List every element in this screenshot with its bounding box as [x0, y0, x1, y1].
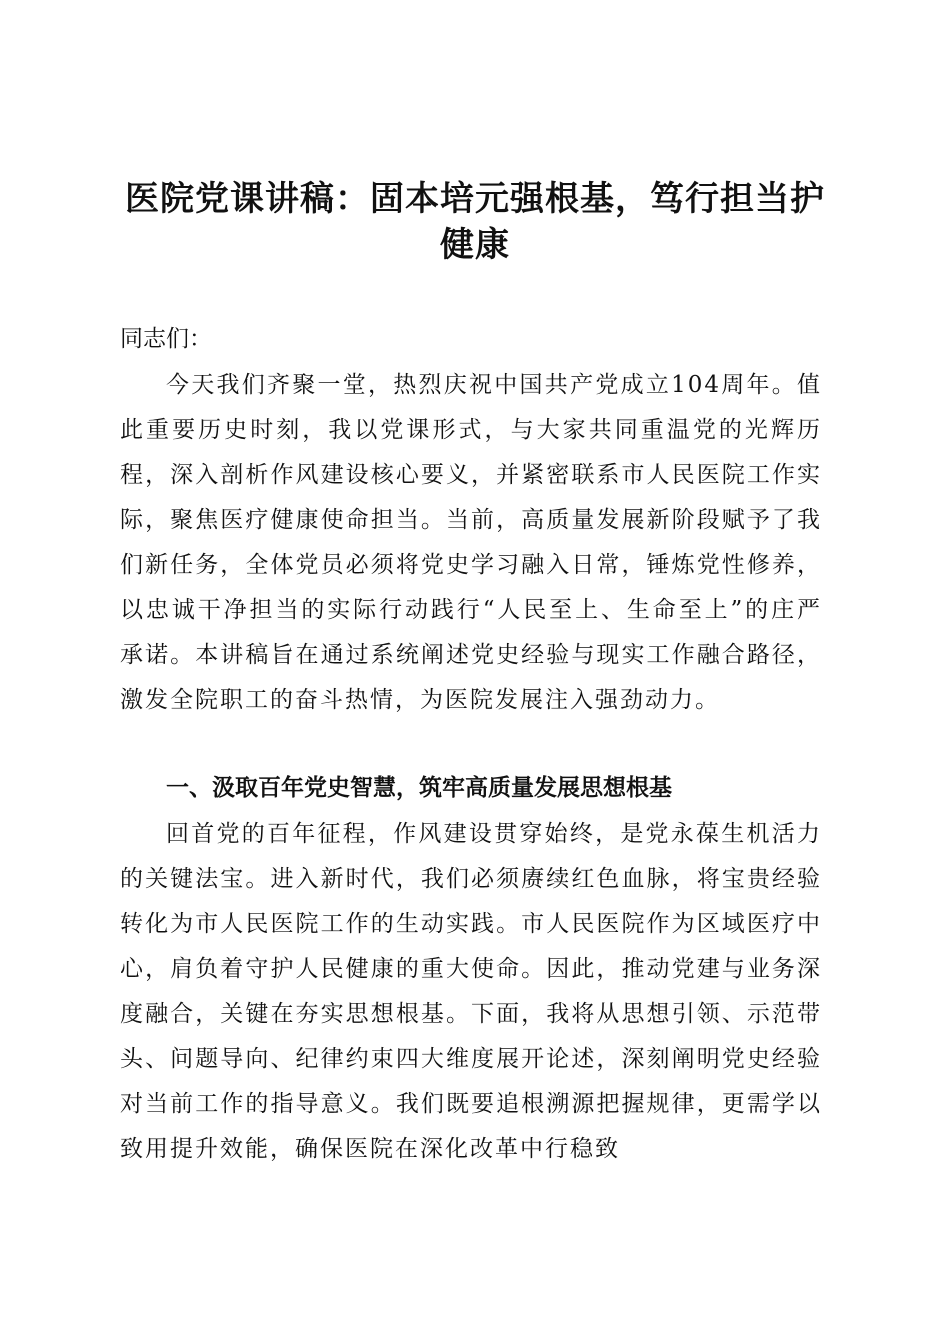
- document-title: 医院党课讲稿：固本培元强根基，笃行担当护健康: [125, 179, 825, 265]
- intro-paragraph: 今天我们齐聚一堂，热烈庆祝中国共产党成立104周年。值此重要历史时刻，我以党课形式，与大家共同重温党的光辉历程，深入剖析作风建设核心要义，并紧密联系市人民医院工作实际，聚焦医疗健康使命担当。当前，高质量发展新阶段赋予了我们新任务，全体党员必须将党史学习融入日常，锤炼党性修养，以忠诚干净担当的实际行动践行“人民至上、生命至上”的庄严承诺。本讲稿旨在通过系统阐述党史经验与现实工作融合路径，激发全院职工的奋斗热情，为医院发展注入强劲动力。: [120, 372, 822, 713]
- section-heading: 一、汲取百年党史智慧，筑牢高质量发展思想根基: [166, 775, 672, 801]
- salutation: 同志们：: [120, 326, 212, 352]
- section-paragraph: 回首党的百年征程，作风建设贯穿始终，是党永葆生机活力的关键法宝。进入新时代，我们必须赓续红色血脉，将宝贵经验转化为市人民医院工作的生动实践。市人民医院作为区域医疗中心，肩负着守护人民健康的重大使命。因此，推动党建与业务深度融合，关键在夯实思想根基。下面，我将从思想引领、示范带头、问题导向、纪律约束四大维度展开论述，深刻阐明党史经验对当前工作的指导意义。我们既要追根溯源把握规律，更需学以致用提升效能，确保医院在深化改革中行稳致: [120, 821, 822, 1162]
